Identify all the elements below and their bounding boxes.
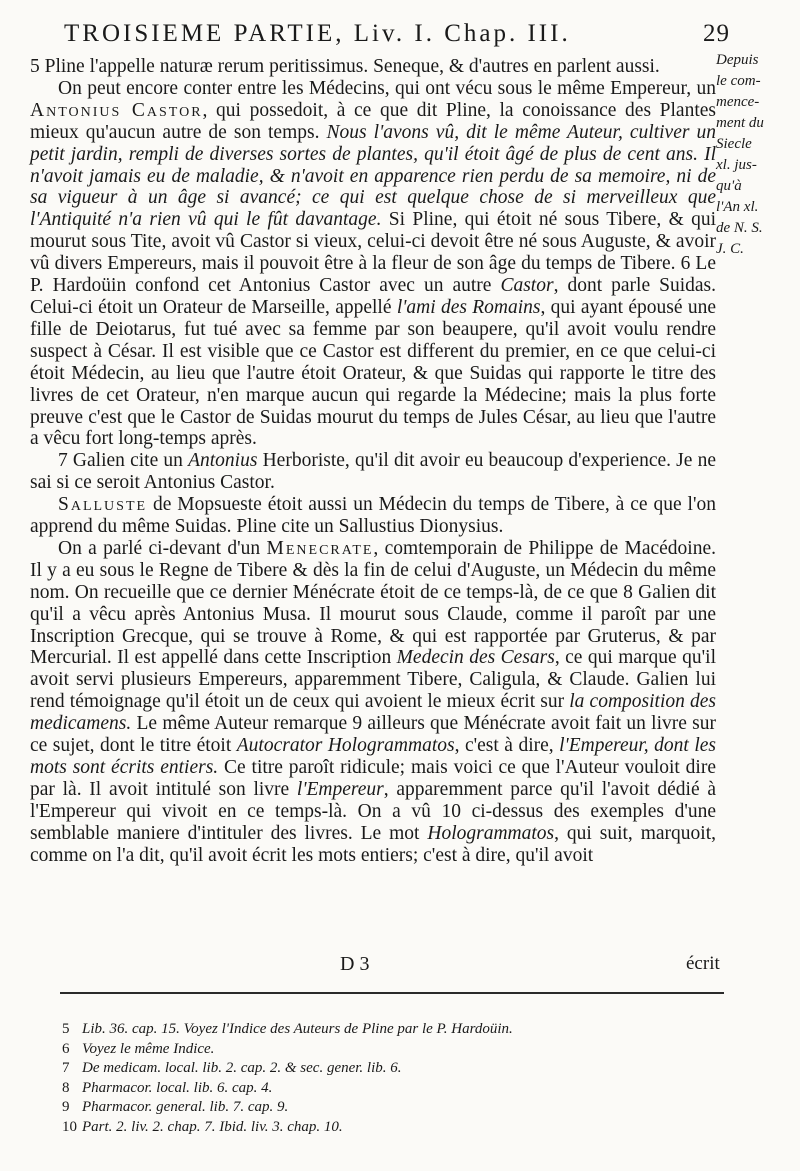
text-run: , dont parle Suidas. Celui-ci étoit un Orateur de Marseille, appellé: [30, 275, 716, 318]
footnotes: [62, 1020, 702, 1137]
name-antonius-castor: Antonius Castor: [30, 99, 203, 121]
paragraph-galien: [30, 450, 716, 494]
name-salluste: Salluste: [58, 494, 148, 516]
margin-note: [716, 50, 796, 260]
margin-line: de N. S.: [716, 220, 763, 236]
footnote-text: Lib. 36. cap. 15. Voyez l'Indice des Auteurs de Pline par le P. Hardoüin.: [82, 1021, 513, 1037]
footnote: [62, 1040, 702, 1060]
margin-line: Depuis: [716, 52, 759, 68]
text-run: Herboriste, qu'il dit avoir eu beaucoup d'experience. Je ne sai si ce seroit Antonius Castor.: [30, 450, 717, 494]
text-run: Si Pline, qui étoit né sous Tibere, & qui mourut sous Tite, avoit vû Castor si vieux, celui-ci devoit être né sous Auguste, & avoir vû divers Empereurs, mais il pouvoit être à la fleur de son âge du temps de Tibere. 6 Le P. Hardoüin confond cet Antonius Castor avec un autre: [30, 209, 717, 297]
footnote-text: Pharmacor. general. lib. 7. cap. 9.: [82, 1099, 289, 1115]
paragraph-pline: 5 Pline l'appelle naturæ rerum peritissimus. Seneque, & d'autres en parlent aussi.: [30, 56, 660, 77]
catchword: écrit: [686, 953, 720, 974]
footnote: [62, 1098, 702, 1118]
phrase-ami-des-romains: l'ami des Romains: [396, 296, 541, 318]
text-run: On peut encore conter entre les Médecins, qui ont vécu sous le même Empereur, un: [58, 77, 716, 99]
phrase-medecin-des-cesars: Medecin des Cesars: [396, 647, 555, 669]
footnote-number: 10: [62, 1118, 77, 1135]
phrase-empereur-2: l'Empereur: [296, 778, 384, 800]
name-antonius: Antonius: [188, 450, 258, 472]
margin-line: l'An xl.: [716, 199, 759, 215]
paragraph-menecrate: [30, 538, 716, 867]
footnote-rule: [60, 992, 724, 994]
footnote: [62, 1118, 702, 1138]
text-run: , qui suit, marquoit, comme on l'a dit, qu'il avoit écrit les mots entiers; c'est à dire, qu'il avoit: [30, 822, 716, 866]
margin-line: le com-: [716, 73, 761, 89]
signature-mark: D 3: [340, 953, 370, 975]
text-run: , ce qui marque qu'il avoit servi plusieurs Empereurs, apparemment Tibere, Caligula, & Claude. Galien lui rend témoignage qu'il étoit un de ceux qui avoient le mieux écrit sur: [30, 647, 716, 713]
text-run: Ce titre paroît ridicule; mais voici ce que l'Auteur vouloit dire par là. Il avoit intitulé son livre: [30, 757, 716, 800]
text-run: Le même Auteur remarque 9 ailleurs que Ménécrate avoit fait un livre sur ce sujet, dont le titre étoit: [30, 713, 716, 757]
footnote-text: Part. 2. liv. 2. chap. 7. Ibid. liv. 3. chap. 10.: [82, 1118, 343, 1135]
phrase-composition: la composition des medicamens.: [30, 691, 716, 735]
text-run: de Mopsueste étoit aussi un Médecin du temps de Tibere, à ce que l'on apprend du même Suidas. Pline cite un Sallustius Dionysius.: [30, 494, 716, 538]
footnote: [62, 1059, 702, 1079]
paragraph-salluste: [30, 494, 716, 538]
text-run: , comtemporain de Philippe de Macédoine. Il y a eu sous le Regne de Tibere & dès la fin de celui d'Auguste, un Médecin du même nom. On recueille que ce dernier Ménécrate étoit de ce temps-là, de ce que 8 Galien dit qu'il a vêcu après Antonius Musa. Il mourut sous Claude, comme il paroît par une Inscription Grecque, qui se trouve à Rome, & qui est rapportée par Gruterus, & par Mercurial. Il est appellé dans cette Inscription: [30, 537, 716, 669]
text-run: , apparemment parce qu'il l'avoit dédié à l'Empereur qui vivoit en ce temps-là. On a vû 10 ci-dessus des exemples d'une semblable maniere d'intituler des livres. Le mot: [30, 778, 716, 844]
footnote-number: 5: [62, 1021, 70, 1037]
margin-line: mence-: [716, 94, 760, 110]
name-castor: Castor: [500, 275, 554, 297]
margin-line: ment du: [716, 115, 764, 131]
text-run: On a parlé ci-devant d'un: [58, 537, 267, 559]
footnote: [62, 1079, 702, 1099]
page-number: 29: [703, 20, 730, 47]
pline-quote: Nous l'avons vû, dit le même Auteur, cultiver un petit jardin, rempli de diverses sortes de plantes, qu'il étoit âgé de plus de cent ans. Il n'avoit jamais eu de maladie, & n'avoit en apparence rien perdu de sa memoire, ni de sa vigueur à un âge si avancé; ce qui est quelque chose de si merveilleux que l'Antiquité n'a rien vû qui le fût davantage.: [30, 121, 716, 231]
paragraph-castor: [30, 78, 716, 450]
name-menecrate: Menecrate: [266, 537, 374, 559]
text-run: , qui ayant épousé une fille de Deiotarus, fut tué avec sa femme par son beaupere, qu'il avoit voulu rendre suspect à César. Il est visible que ce Castor est different du premier, en ce que celui-ci étoit Médecin, au lieu que l'autre étoit Orateur, & que Suidas qui rapporte le titre des livres de cet Orateur, n'en marque aucun qui regarde la Médecine; mais la plus forte preuve c'est que le Castor de Suidas mourut du temps de Jules César, au lieu que l'autre a vêcu fort long-temps après.: [30, 296, 716, 450]
footnote-text: De medicam. local. lib. 2. cap. 2. & sec. gener. lib. 6.: [82, 1060, 402, 1076]
footnote-number: 8: [62, 1079, 70, 1096]
word-hologrammatos: Hologrammatos: [427, 822, 555, 844]
footnote: [62, 1020, 702, 1040]
text-run: , qui possedoit, à ce que dit Pline, la conoissance des Plantes mieux qu'aucun autre de son temps.: [30, 99, 716, 143]
header-title: TROISIEME PARTIE, Liv. I. Chap. III.: [64, 20, 571, 47]
margin-line: J. C.: [716, 241, 744, 257]
running-header: [64, 20, 730, 48]
phrase-empereur: l'Empereur, dont les mots sont écrits entiers.: [30, 735, 716, 778]
margin-line: qu'à: [716, 178, 742, 194]
margin-line: xl. jus-: [716, 157, 757, 173]
footnote-number: 7: [62, 1060, 70, 1076]
margin-line: Siecle: [716, 136, 752, 152]
title-autocrator: Autocrator Hologrammatos: [236, 735, 455, 757]
footnote-number: 6: [62, 1040, 70, 1057]
footnote-text: Voyez le même Indice.: [82, 1040, 215, 1057]
footnote-text: Pharmacor. local. lib. 6. cap. 4.: [82, 1079, 273, 1096]
text-run: 7 Galien cite un: [58, 450, 189, 472]
text-run: , c'est à dire,: [454, 735, 560, 757]
footnote-number: 9: [62, 1099, 70, 1115]
body-text: [30, 56, 716, 867]
